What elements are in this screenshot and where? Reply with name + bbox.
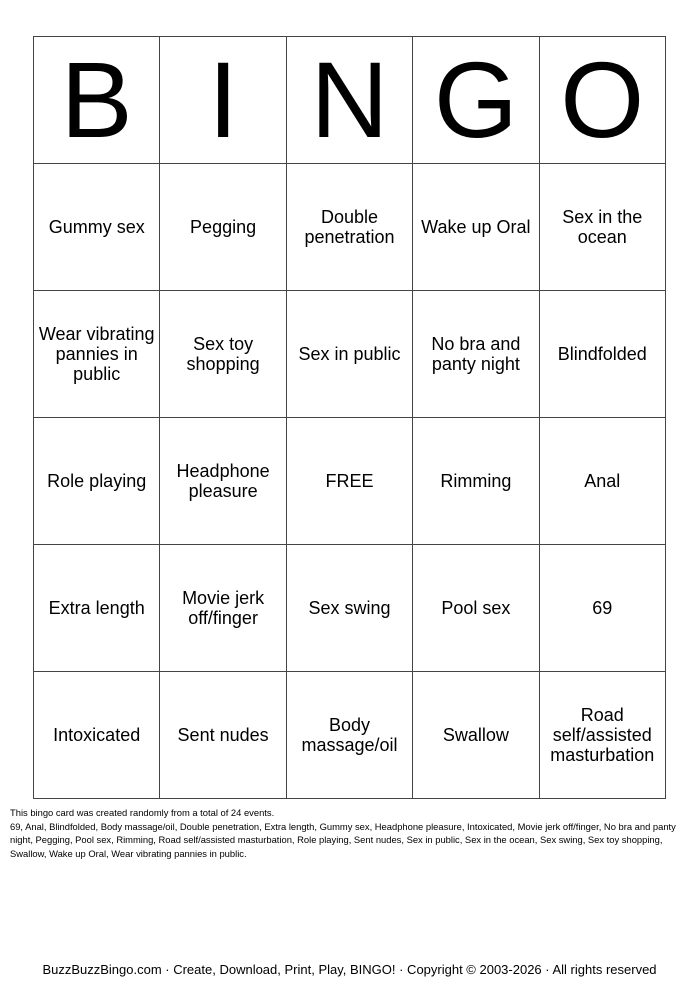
bingo-cell: Gummy sex: [34, 164, 160, 291]
header-letter-g: G: [413, 37, 539, 164]
card-row-5: [34, 672, 666, 799]
bingo-cell: Road self/assisted masturbation: [539, 672, 665, 799]
bingo-cell: Double penetration: [286, 164, 412, 291]
card-description: [10, 806, 686, 860]
card-row-2: [34, 291, 666, 418]
bingo-cell: Wake up Oral: [413, 164, 539, 291]
bingo-cell: Role playing: [34, 418, 160, 545]
header-letter-b: B: [34, 37, 160, 164]
bingo-cell: Wear vibrating pannies in public: [34, 291, 160, 418]
bingo-cell: 69: [539, 545, 665, 672]
bingo-cell: Movie jerk off/finger: [160, 545, 286, 672]
description-intro: This bingo card was created randomly from a total of 24 events.: [10, 807, 275, 818]
bingo-cell: Headphone pleasure: [160, 418, 286, 545]
header-letter-i: I: [160, 37, 286, 164]
bingo-cell: Rimming: [413, 418, 539, 545]
bingo-cell: Sex in the ocean: [539, 164, 665, 291]
card-row-3: [34, 418, 666, 545]
bingo-cell: No bra and panty night: [413, 291, 539, 418]
bingo-card: [33, 36, 666, 799]
card-row-4: [34, 545, 666, 672]
bingo-cell: Sex in public: [286, 291, 412, 418]
bingo-cell: Sex toy shopping: [160, 291, 286, 418]
bingo-cell: Sent nudes: [160, 672, 286, 799]
bingo-cell: Pegging: [160, 164, 286, 291]
header-letter-o: O: [539, 37, 665, 164]
bingo-cell: Intoxicated: [34, 672, 160, 799]
bingo-cell: Pool sex: [413, 545, 539, 672]
header-letter-n: N: [286, 37, 412, 164]
card-row-1: [34, 164, 666, 291]
bingo-cell: Body massage/oil: [286, 672, 412, 799]
header-row: [34, 37, 666, 164]
bingo-cell: Anal: [539, 418, 665, 545]
footer-copyright: BuzzBuzzBingo.com · Create, Download, Print, Play, BINGO! · Copyright © 2003-2026 · All rights reserved: [42, 962, 657, 977]
free-space-cell: FREE: [286, 418, 412, 545]
bingo-cell: Sex swing: [286, 545, 412, 672]
bingo-cell: Extra length: [34, 545, 160, 672]
description-events: 69, Anal, Blindfolded, Body massage/oil, Double penetration, Extra length, Gummy sex, Headphone pleasure, Intoxicated, Movie jerk off/finger, No bra and panty night, Pegging, Pool sex, Rimming, Road self/assisted masturbation, Role playing, Sent nudes, Sex in public, Sex in the ocean, Sex swing, Sex toy shopping, Swallow, Wake up Oral, Wear vibrating pannies in public.: [10, 820, 676, 859]
bingo-cell: Swallow: [413, 672, 539, 799]
bingo-cell: Blindfolded: [539, 291, 665, 418]
